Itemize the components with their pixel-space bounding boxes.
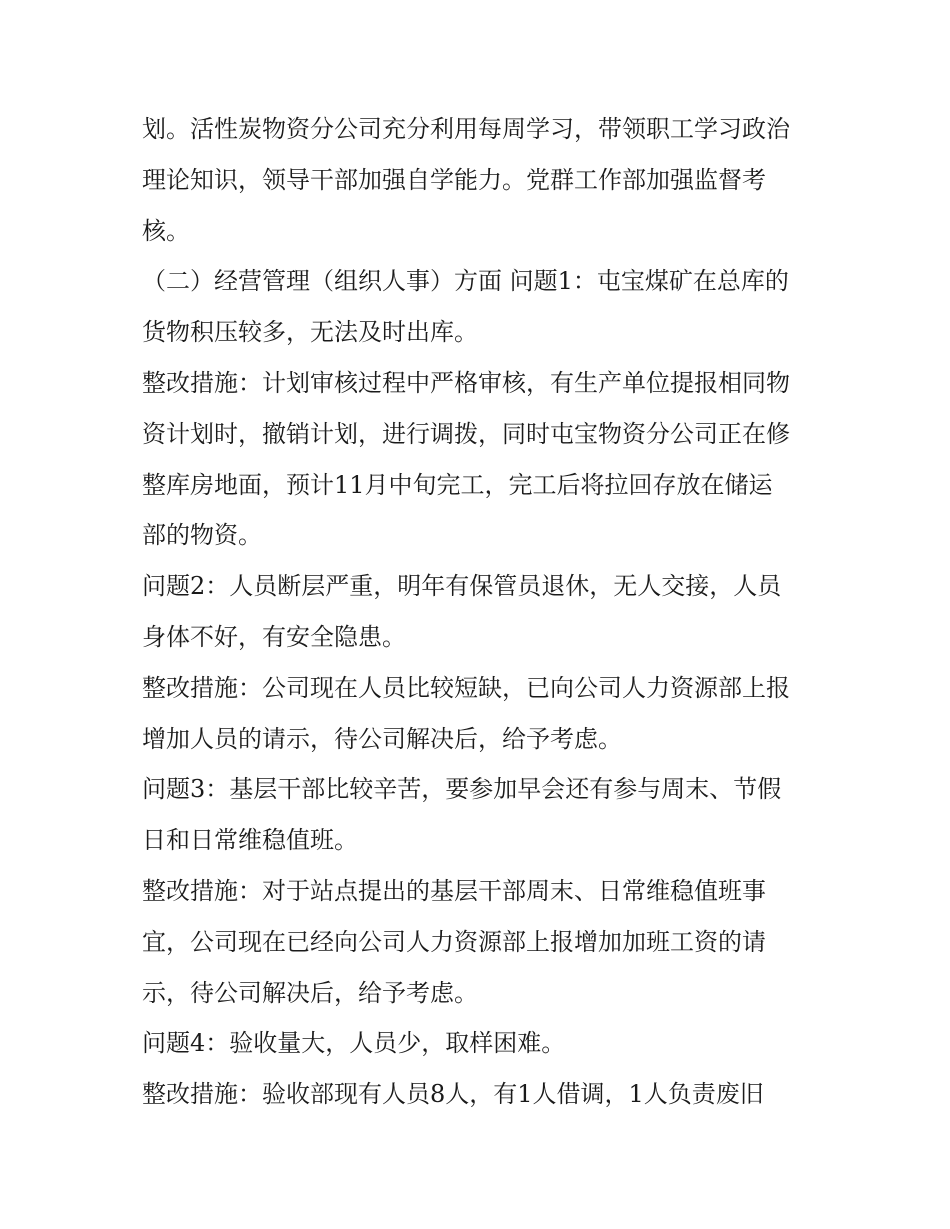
section-heading-line: （二）经营管理（组织人事）方面 问题1：屯宝煤矿在总库的	[142, 267, 789, 296]
text-line: 示，待公司解决后，给予考虑。	[142, 978, 478, 1007]
text-line: 问题2：人员断层严重，明年有保管员退休，无人交接，人员	[142, 572, 782, 601]
text-line: 整库房地面，预计11月中旬完工，完工后将拉回存放在储运	[142, 470, 773, 499]
document-body	[142, 104, 822, 1120]
text-line: 资计划时，撤销计划，进行调拨，同时屯宝物资分公司正在修	[142, 419, 790, 448]
text-line: 日和日常维稳值班。	[142, 826, 358, 855]
text-line: 划。活性炭物资分公司充分利用每周学习，带领职工学习政治	[142, 115, 790, 143]
text-line: 部的物资。	[142, 521, 262, 550]
text-line: 货物积压较多，无法及时出库。	[142, 318, 478, 347]
text-line: 核。	[142, 216, 190, 245]
text-line: 宜，公司现在已经向公司人力资源部上报增加加班工资的请	[142, 927, 766, 956]
text-line: 问题3：基层干部比较辛苦，要参加早会还有参与周末、节假	[142, 775, 782, 804]
text-line: 整改措施：计划审核过程中严格审核，有生产单位提报相同物	[142, 368, 790, 397]
text-line: 增加人员的请示，待公司解决后，给予考虑。	[142, 724, 622, 753]
text-line: 理论知识，领导干部加强自学能力。党群工作部加强监督考	[142, 165, 766, 194]
text-line: 整改措施：公司现在人员比较短缺，已向公司人力资源部上报	[142, 673, 790, 702]
text-line: 身体不好，有安全隐患。	[142, 622, 406, 651]
text-line: 问题4：验收量大，人员少，取样困难。	[142, 1029, 566, 1058]
text-line: 整改措施：对于站点提出的基层干部周末、日常维稳值班事	[142, 876, 766, 905]
text-line: 整改措施：验收部现有人员8人，有1人借调，1人负责废旧	[142, 1080, 764, 1109]
